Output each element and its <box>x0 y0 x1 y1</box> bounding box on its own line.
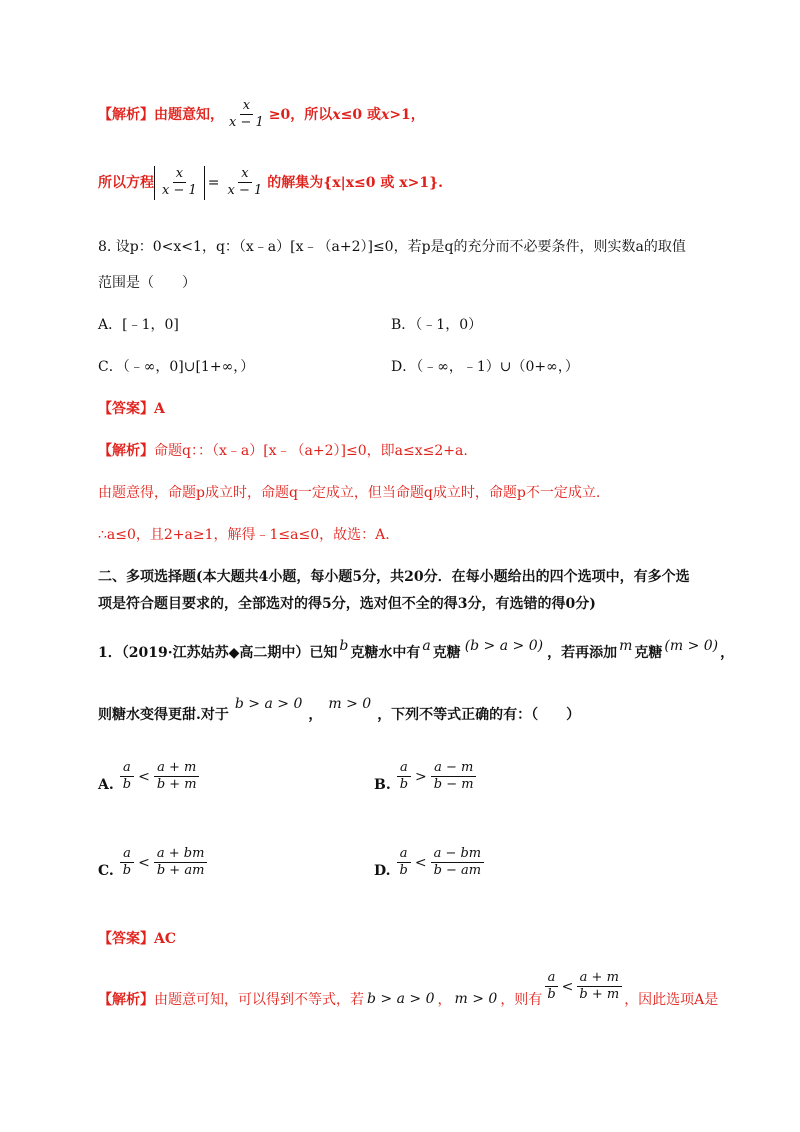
analysis-text: 由题意可知，可以得到不等式，若 <box>154 991 364 1008</box>
fraction-den: x − 1 <box>227 183 263 199</box>
fraction <box>154 846 208 880</box>
q8-answer <box>98 398 165 418</box>
answer-value: AC <box>154 931 177 947</box>
analysis-text: 所以方程 <box>98 174 154 191</box>
fraction <box>431 846 485 880</box>
fraction-den: b <box>399 863 408 879</box>
fraction-num: x <box>173 166 186 183</box>
fraction <box>226 98 267 132</box>
inequality-sign: < <box>138 768 150 785</box>
math-var: m <box>619 638 633 654</box>
fraction-den: b <box>547 987 556 1003</box>
math-condition: (m > 0) <box>664 638 719 654</box>
fraction <box>544 970 558 1004</box>
answer-value: A <box>154 401 165 417</box>
q8-option-b: B．（﹣1，0） <box>391 317 483 333</box>
mq1-answer <box>98 928 176 948</box>
math-var: x <box>332 106 341 123</box>
analysis-tag: 【解析】 <box>98 106 154 123</box>
fraction-den: b − m <box>433 777 474 793</box>
q8-option-c: C．（﹣∞，0]∪[1+∞，） <box>98 359 255 375</box>
answer-tag: 【答案】 <box>98 931 154 947</box>
fraction <box>120 760 134 794</box>
question-text: 则糖水变得更甜.对于 <box>98 707 229 723</box>
mq1-stem-line-2 <box>98 696 581 724</box>
section-heading-line-2: 项是符合题目要求的，全部选对的得5分，选对但不全的得3分，有选错的得0分) <box>98 596 596 612</box>
inequality-sign: < <box>414 854 427 871</box>
inequality-sign: < <box>561 978 574 995</box>
mq1-option-a <box>98 760 202 794</box>
fraction-num: a <box>397 760 411 777</box>
q8-option-a: A．[﹣1，0] <box>98 317 179 333</box>
analysis-text: 由题意知， <box>154 106 224 123</box>
question-text: 克糖 <box>432 645 461 661</box>
analysis-text: >1， <box>389 106 425 123</box>
fraction-num: a + m <box>154 760 199 777</box>
fraction <box>431 760 477 794</box>
fraction-num: x <box>238 166 251 183</box>
mq1-stem-line-1 <box>98 638 735 662</box>
option-label: A. <box>98 776 114 793</box>
mq1-analysis <box>98 970 719 1008</box>
math-condition: m > 0 <box>454 990 498 1007</box>
fraction-num: a <box>120 846 134 863</box>
math-var: x <box>380 106 390 123</box>
fraction-den: b <box>122 777 132 793</box>
fraction <box>154 760 200 794</box>
fraction-num: a <box>545 970 559 987</box>
math-condition: b > a > 0 <box>367 990 435 1007</box>
analysis-line-2 <box>98 166 443 200</box>
analysis-line-1 <box>98 98 425 132</box>
option-label: B. <box>374 776 391 793</box>
inequality-sign: < <box>138 854 150 871</box>
math-condition: m > 0 <box>328 696 372 712</box>
fraction-num: a − m <box>431 760 476 777</box>
mq1-option-c <box>98 846 209 880</box>
fraction-num: a <box>120 760 134 777</box>
question-text: ，下列不等式正确的有：（ ） <box>377 707 581 723</box>
fraction-den: b + am <box>156 863 205 879</box>
analysis-tag: 【解析】 <box>98 443 154 459</box>
mq1-option-b <box>374 760 479 794</box>
q8-analysis-3: ∴a≤0，且2+a≥1，解得﹣1≤a≤0，故选：A. <box>98 527 390 543</box>
q8-option-d: D．（﹣∞，﹣1）∪（0+∞，） <box>391 359 579 375</box>
fraction <box>576 970 622 1004</box>
fraction-den: x − 1 <box>162 183 197 199</box>
fraction <box>397 846 411 880</box>
fraction-den: x − 1 <box>229 115 264 131</box>
inequality-sign: > <box>415 768 427 785</box>
fraction-den: b <box>122 863 132 879</box>
fraction-num: a + m <box>577 970 622 987</box>
fraction-den: b + m <box>156 777 197 793</box>
math-condition: b > a > 0 <box>234 696 303 712</box>
fraction-num: x <box>240 98 253 115</box>
fraction <box>397 760 411 794</box>
math-var: b <box>339 638 349 654</box>
fraction <box>225 166 266 200</box>
question-text: ， <box>720 645 735 661</box>
equals-sign: = <box>207 174 220 191</box>
section-heading-line-1: 二、多项选择题(本大题共4小题，每小题5分，共20分．在每小题给出的四个选项中，有多个选 <box>98 569 690 585</box>
mq1-option-d <box>374 846 486 880</box>
analysis-tag: 【解析】 <box>98 991 154 1008</box>
math-var: a <box>422 638 431 654</box>
analysis-text: ≤0 或 <box>340 106 381 123</box>
q8-stem-line-1: 8. 设p：0<x<1，q：（x﹣a）[x﹣（a+2）]≤0，若p是q的充分而不必要条件，则实数a的取值 <box>98 239 686 255</box>
analysis-text: ≥0，所以 <box>268 106 333 123</box>
analysis-text: 命题q：：（x﹣a）[x﹣（a+2）]≤0，即a≤x≤2+a. <box>154 443 468 459</box>
analysis-text: ，则有 <box>500 991 543 1008</box>
answer-tag: 【答案】 <box>98 401 154 417</box>
question-text: 克糖 <box>634 645 663 661</box>
fraction-num: a <box>397 846 411 863</box>
analysis-text: 的解集为{x|x≤0 或 x>1}. <box>267 174 443 191</box>
fraction <box>159 166 200 200</box>
q8-analysis-2: 由题意得，命题p成立时，命题q一定成立，但当命题q成立时，命题p不一定成立. <box>98 485 601 501</box>
q8-stem-line-2: 范围是（ ） <box>98 275 196 291</box>
fraction-num: a + bm <box>154 846 208 863</box>
fraction-den: b <box>399 777 409 793</box>
fraction-num: a − bm <box>431 846 485 863</box>
fraction-den: b + m <box>579 987 620 1003</box>
question-text: ， <box>308 707 323 723</box>
absolute-value <box>154 166 205 200</box>
question-text: 1．（2019·江苏姑苏◆高二期中）已知 <box>98 645 338 661</box>
fraction <box>120 846 134 880</box>
option-label: C. <box>98 862 114 879</box>
option-label: D. <box>374 862 391 879</box>
question-text: 克糖水中有 <box>350 645 421 661</box>
analysis-text: ，因此选项A是 <box>624 991 719 1008</box>
fraction-den: b − am <box>433 863 482 879</box>
analysis-text: ， <box>437 991 452 1008</box>
math-condition: (b > a > 0) <box>464 638 544 654</box>
q8-analysis-1 <box>98 440 468 460</box>
question-text: ，若再添加 <box>547 645 618 661</box>
